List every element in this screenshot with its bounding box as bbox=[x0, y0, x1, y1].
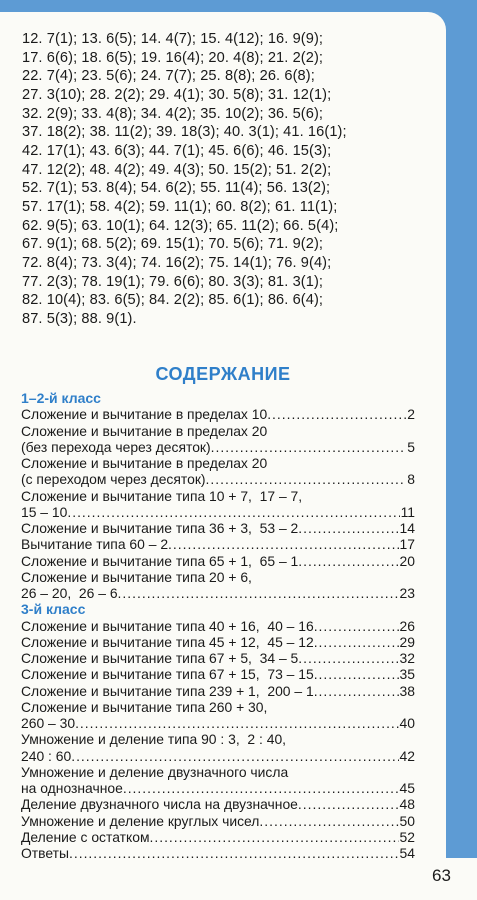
toc-entry-text: Сложение и вычитание типа 10 + 7, 17 – 7, bbox=[21, 487, 303, 504]
toc-leader-dots bbox=[267, 406, 406, 422]
answer-row: 27. 3(10); 28. 2(2); 29. 4(1); 30. 5(8); 31. 12(1); bbox=[22, 86, 332, 103]
toc-entry-text: Сложение и вычитание типа 20 + 6, bbox=[21, 568, 252, 585]
toc-entry bbox=[21, 439, 415, 455]
toc-entry-text: Умножение и деление круглых чисел bbox=[21, 812, 260, 829]
toc-entry-text: Умножение и деление типа 90 : 3, 2 : 40, bbox=[21, 731, 287, 748]
toc-entry bbox=[21, 504, 415, 520]
toc-entry-text: 15 – 10 bbox=[21, 503, 68, 520]
answer-row: 32. 2(9); 33. 4(8); 34. 4(2); 35. 10(2); 36. 5(6); bbox=[22, 105, 324, 122]
toc-entry-page: 23 bbox=[399, 585, 415, 601]
toc-entry bbox=[21, 731, 415, 747]
toc-section-1 bbox=[21, 406, 415, 601]
toc-entry bbox=[21, 423, 415, 439]
toc-entry bbox=[21, 813, 415, 829]
toc-entry-text: Деление с остатком bbox=[21, 828, 150, 845]
toc-leader-dots bbox=[67, 504, 399, 520]
toc-entry-text: Сложение и вычитание типа 260 + 30, bbox=[21, 698, 268, 715]
answer-row: 87. 5(3); 88. 9(1). bbox=[22, 310, 137, 327]
toc-entry bbox=[21, 683, 415, 699]
toc-entry-text: Сложение и вычитание типа 45 + 12, 45 – 12 bbox=[21, 633, 314, 650]
answer-row: 72. 8(4); 73. 3(4); 74. 16(2); 75. 14(1); 76. 9(4); bbox=[22, 254, 332, 271]
toc-entry-text: Сложение и вычитание в пределах 10 bbox=[21, 406, 268, 423]
toc-entry-text: 26 – 20, 26 – 6 bbox=[21, 585, 118, 601]
toc-entry bbox=[21, 553, 415, 569]
toc-entry-page: 52 bbox=[399, 828, 415, 845]
toc-entry-text: Ответы bbox=[21, 845, 69, 861]
toc-leader-dots bbox=[211, 439, 407, 455]
toc-entry-page: 35 bbox=[399, 666, 415, 683]
answer-row: 77. 2(3); 78. 19(1); 79. 6(6); 80. 3(3); 81. 3(1); bbox=[22, 273, 324, 290]
toc-leader-dots bbox=[298, 520, 398, 536]
toc-entry-page: 40 bbox=[399, 715, 415, 731]
answers-block bbox=[22, 30, 432, 329]
toc-leader-dots bbox=[123, 780, 399, 796]
toc-entry-text: (без перехода через десяток) bbox=[21, 438, 211, 455]
toc-entry bbox=[21, 585, 415, 601]
toc-entry bbox=[21, 845, 415, 861]
toc-leader-dots bbox=[71, 748, 398, 764]
answer-row: 42. 17(1); 43. 6(3); 44. 7(1); 45. 6(6); 46. 15(3); bbox=[22, 142, 332, 159]
toc-leader-dots bbox=[118, 585, 399, 601]
toc-leader-dots bbox=[75, 715, 398, 731]
toc-leader-dots bbox=[298, 553, 398, 569]
toc-entry bbox=[21, 764, 415, 780]
toc-entry-text: Сложение и вычитание типа 40 + 16, 40 – 16 bbox=[21, 617, 314, 634]
toc-entry bbox=[21, 520, 415, 536]
toc-entry bbox=[21, 455, 415, 471]
answer-row: 22. 7(4); 23. 5(6); 24. 7(7); 25. 8(8); 26. 6(8); bbox=[22, 68, 315, 85]
answer-row: 47. 12(2); 48. 4(2); 49. 4(3); 50. 15(2); 51. 2(2); bbox=[22, 161, 332, 178]
toc-entry-page: 26 bbox=[399, 617, 415, 634]
answer-row: 62. 9(5); 63. 10(1); 64. 12(3); 65. 11(2); 66. 5(4); bbox=[22, 217, 339, 234]
toc-entry bbox=[21, 666, 415, 682]
toc-entry-text: на однозначное bbox=[21, 780, 123, 796]
toc-leader-dots bbox=[259, 813, 398, 829]
toc-entry-text: Сложение и вычитание в пределах 20 bbox=[21, 422, 268, 439]
answer-row: 12. 7(1); 13. 6(5); 14. 4(7); 15. 4(12); 16. 9(9); bbox=[22, 31, 324, 47]
answer-row: 37. 18(2); 38. 11(2); 39. 18(3); 40. 3(1); 41. 16(1); bbox=[22, 124, 347, 141]
toc-entry-page: 2 bbox=[407, 406, 415, 423]
toc-leader-dots bbox=[314, 666, 399, 682]
toc-entry bbox=[21, 471, 415, 487]
toc-entry bbox=[21, 748, 415, 764]
toc-entry-page: 50 bbox=[399, 812, 415, 829]
toc-leader-dots bbox=[69, 845, 399, 861]
toc-leader-dots bbox=[314, 634, 399, 650]
answer-row: 67. 9(1); 68. 5(2); 69. 15(1); 70. 5(6); 71. 9(2); bbox=[22, 236, 324, 253]
toc-entry-page: 32 bbox=[399, 650, 415, 666]
toc-leader-dots bbox=[298, 650, 398, 666]
toc-entry bbox=[21, 699, 415, 715]
toc-entry-text: (с переходом через десяток) bbox=[21, 471, 206, 488]
toc-entry-text: Деление двузначного числа на двузначное bbox=[21, 796, 298, 813]
toc-entry-page: 38 bbox=[399, 682, 415, 699]
toc-entry-text: Сложение и вычитание типа 67 + 5, 34 – 5 bbox=[21, 650, 299, 666]
toc-entry bbox=[21, 406, 415, 422]
grade-heading-1-2: 1–2-й класс bbox=[21, 390, 101, 406]
toc-entry bbox=[21, 618, 415, 634]
toc-entry-text: Умножение и деление двузначного числа bbox=[21, 763, 289, 780]
toc-entry bbox=[21, 796, 415, 812]
toc-entry-text: 240 : 60 bbox=[21, 747, 72, 764]
answer-row: 17. 6(6); 18. 6(5); 19. 16(4); 20. 4(8); 21. 2(2); bbox=[22, 49, 324, 66]
toc-leader-dots bbox=[298, 796, 399, 812]
toc-entry-page: 20 bbox=[399, 552, 415, 569]
toc-entry-page: 17 bbox=[399, 536, 415, 553]
toc-entry bbox=[21, 488, 415, 504]
toc-entry-text: 260 – 30 bbox=[21, 715, 76, 731]
grade-heading-3: 3-й класс bbox=[21, 601, 86, 618]
toc-entry bbox=[21, 634, 415, 650]
toc-entry-page: 14 bbox=[399, 520, 415, 536]
toc-entry-text: Сложение и вычитание в пределах 20 bbox=[21, 455, 268, 471]
toc-entry-text: Сложение и вычитание типа 67 + 15, 73 – 15 bbox=[21, 666, 314, 683]
toc-leader-dots bbox=[314, 618, 399, 634]
toc-entry-text: Сложение и вычитание типа 65 + 1, 65 – 1 bbox=[21, 552, 299, 569]
toc-entry-page: 29 bbox=[399, 633, 415, 650]
toc-entry bbox=[21, 569, 415, 585]
toc-entry-text: Сложение и вычитание типа 239 + 1, 200 – 1 bbox=[21, 682, 314, 699]
answer-row: 57. 17(1); 58. 4(2); 59. 11(1); 60. 8(2); 61. 11(1); bbox=[22, 198, 338, 215]
toc-entry-text: Сложение и вычитание типа 36 + 3, 53 – 2 bbox=[21, 520, 299, 536]
table-of-contents bbox=[21, 390, 415, 861]
toc-entry bbox=[21, 780, 415, 796]
toc-entry bbox=[21, 829, 415, 845]
toc-section-3 bbox=[21, 618, 415, 862]
answer-row: 52. 7(1); 53. 8(4); 54. 6(2); 55. 11(4); 56. 13(2); bbox=[22, 180, 331, 197]
toc-leader-dots bbox=[150, 829, 399, 845]
toc-entry-page: 11 bbox=[400, 503, 415, 520]
toc-entry-page: 42 bbox=[399, 747, 415, 764]
answer-row: 82. 10(4); 83. 6(5); 84. 2(2); 85. 6(1); 86. 6(4); bbox=[22, 292, 324, 309]
toc-heading: СОДЕРЖАНИЕ bbox=[155, 364, 291, 384]
toc-entry-page: 54 bbox=[399, 845, 415, 861]
toc-leader-dots bbox=[168, 536, 399, 552]
toc-entry bbox=[21, 536, 415, 552]
toc-leader-dots bbox=[314, 683, 399, 699]
toc-entry-page: 5 bbox=[407, 438, 415, 455]
toc-entry bbox=[21, 650, 415, 666]
toc-leader-dots bbox=[206, 471, 407, 487]
page-number: 63 bbox=[432, 866, 451, 885]
toc-entry-page: 45 bbox=[399, 780, 415, 796]
toc-entry bbox=[21, 715, 415, 731]
toc-entry-page: 8 bbox=[407, 471, 415, 488]
toc-entry-page: 48 bbox=[399, 796, 415, 813]
book-page bbox=[0, 12, 446, 900]
toc-entry-text: Вычитание типа 60 – 2 bbox=[21, 536, 169, 553]
